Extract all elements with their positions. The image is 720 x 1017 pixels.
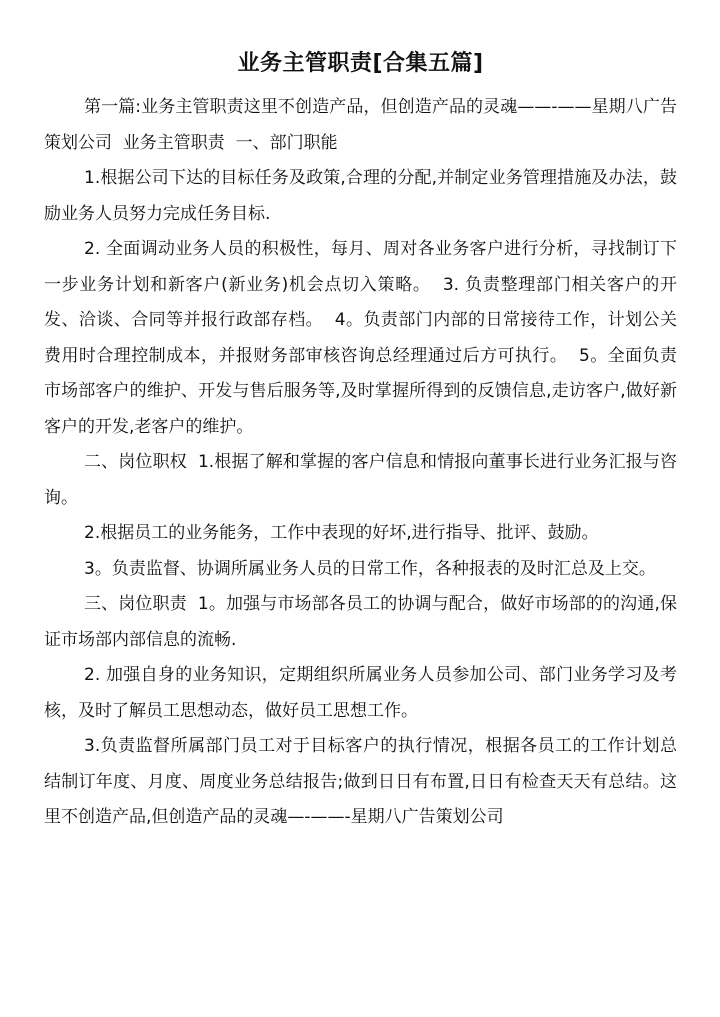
document-title: 业务主管职责[合集五篇] (237, 51, 484, 76)
paragraph-2: 1.根据公司下达的目标任务及政策,合理的分配,并制定业务管理措施及办法，鼓励业务人员努力完成任务目标. (44, 168, 677, 224)
paragraph-8: 2. 加强自身的业务知识，定期组织所属业务人员参加公司、部门业务学习及考核，及时了解员工思想动态，做好员工思想工作。 (44, 665, 677, 721)
paragraph-5: 2.根据员工的业务能务，工作中表现的好坏,进行指导、批评、鼓励。 (84, 523, 599, 543)
document-page (44, 48, 677, 836)
paragraph-9: 3.负责监督所属部门员工对于目标客户的执行情况，根据各员工的工作计划总结制订年度、月度、周度业务总结报告;做到日日有布置,日日有检查天天有总结。这里不创造产品,但创造产品的灵魂—-——-星期八广告策划公司 (44, 736, 677, 827)
paragraph-4: 二、岗位职权 ﻿ 1.根据了解和掌握的客户信息和情报向董事长进行业务汇报与咨询。 (44, 452, 677, 508)
paragraph-1: 第一篇:业务主管职责这里不创造产品，但创造产品的灵魂——-——星期八广告策划公司 ﻿ 业务主管职责 ﻿ 一、部门职能 (44, 97, 677, 153)
paragraph-6: 3。负责监督、协调所属业务人员的日常工作，各种报表的及时汇总及上交。 (84, 558, 656, 579)
paragraph-7: 三、岗位职责 ﻿ 1。加强与市场部各员工的协调与配合，做好市场部的的沟通,保证市场部内部信息的流畅. (44, 594, 677, 650)
paragraph-3: 2. 全面调动业务人员的积极性，每月、周对各业务客户进行分析，寻找制订下一步业务计划和新客户(新业务)机会点切入策略。 ﻿ 3. 负责整理部门相关客户的开发、洽谈、合同等并报行政部存档。 ﻿ 4。负责部门内部的日常接待工作，计划公关费用时合理控制成本，并报财务部审核咨询总经理通过后方可执行。 ﻿ 5。全面负责市场部客户的维护、开发与售后服务等,及时掌握所得到的反馈信息,走访客户,做好新客户的开发,老客户的维护。 (44, 239, 677, 437)
